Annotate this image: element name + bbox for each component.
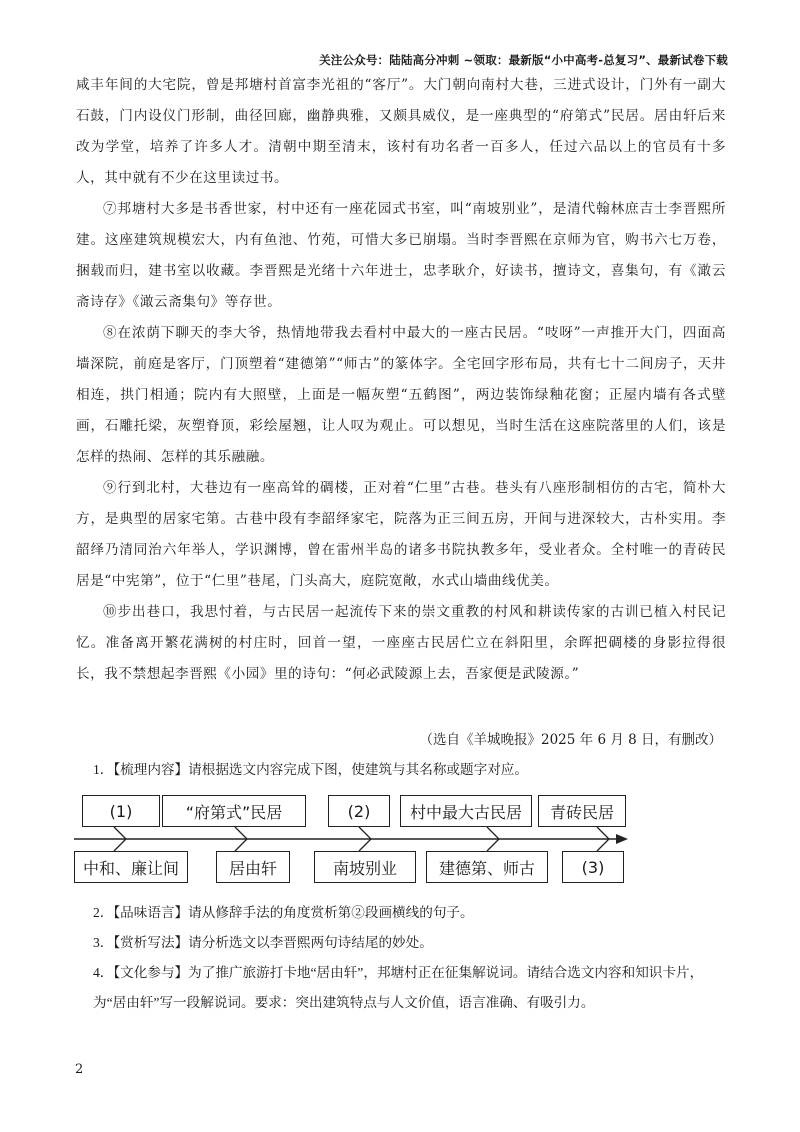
question-2: 2．【品味语言】请从修辞手法的角度赏析第②段画横线的句子。: [93, 905, 474, 920]
question-3: 3．【赏析写法】请分析选文以李晋熙两句诗结尾的妙处。: [93, 935, 433, 950]
diagram-top-box-5: 青砖民居: [538, 795, 626, 827]
paragraph-6-continuation: 咸丰年间的大宅院，曾是邦塘村首富李光祖的“客厅”。大门朝向南村大巷，三进式设计，门外有一副大石鼓，门内设仪门形制，曲径回廊，幽静典雅，又颇具威仪，是一座典型的“府第式”民居。居由轩后来改为学堂，培养了许多人才。清朝中期至清末，该村有功名者一百多人，任过六品以上的官员有十多人，其中就有不少在这里读过书。: [76, 77, 726, 186]
diagram-top-box-4: 村中最大古民居: [400, 795, 532, 827]
question-1: 1．【梳理内容】请根据选文内容完成下图，使建筑与其名称或题字对应。: [93, 762, 528, 777]
diagram-bottom-box-5: (3): [562, 851, 624, 883]
paragraph-10: ⑩步出巷口，我思忖着，与古民居一起流传下来的崇文重教的村风和耕读传家的古训已植入村民记忆。准备离开繁花满树的村庄时，回首一望，一座座古民居伫立在斜阳里，余晖把碉楼的身影拉得很长，我不禁想起李晋熙《小园》里的诗句：“何必武陵源上去，吾家便是武陵源。”: [76, 604, 726, 682]
paragraph-7: ⑦邦塘村大多是书香世家，村中还有一座花园式书室，叫“南坡别业”，是清代翰林庶吉士李晋熙所建。这座建筑规模宏大，内有鱼池、竹苑，可惜大多已崩塌。当时李晋熙在京师为官，购书六七万卷，捆载而归，建书室以收藏。李晋熙是光绪十六年进士，忠孝耿介，好读书，擅诗文，喜集句，有《澉云斋诗存》《澉云斋集句》等存世。: [76, 201, 726, 310]
diagram-bottom-box-1: 中和、廉让间: [74, 851, 188, 883]
diagram-top-box-1: (1): [82, 795, 160, 827]
article-source: （选自《羊城晚报》2025 年 6 月 8 日，有删改）: [419, 732, 722, 748]
page-number: 2: [75, 1062, 84, 1077]
diagram-bottom-box-3: 南坡别业: [314, 851, 416, 883]
article-body: [76, 70, 726, 690]
diagram-top-box-3: (2): [328, 795, 390, 827]
diagram-top-box-2: “府第式”民居: [162, 795, 306, 827]
diagram-bottom-box-2: 居由轩: [216, 851, 290, 883]
diagram-bottom-box-4: 建德第、师古: [426, 851, 548, 883]
timeline-arrowhead: [616, 834, 628, 844]
page-header-banner: 关注公众号：陆陆高分冲刺 ~领取：最新版“小中高考-总复习”、最新试卷下载: [319, 53, 728, 67]
correspondence-diagram: [72, 793, 632, 885]
paragraph-8: ⑧在浓荫下聊天的李大爷，热情地带我去看村中最大的一座古民居。“吱呀”一声推开大门，四面高墙深院，前庭是客厅，门顶塑着“建德第”“师古”的篆体字。全宅回字形布局，共有七十二间房子，天井相连，拱门相通；院内有大照壁，上面是一幅灰塑“五鹤图”，两边装饰绿釉花窗；正屋内墙有各式壁画，石雕托梁，灰塑脊顶，彩绘屋翘，让人叹为观止。可以想见，当时生活在这座院落里的人们，该是怎样的热闹、怎样的其乐融融。: [76, 325, 726, 465]
question-4: 4．【文化参与】为了推广旅游打卡地“居由轩”，邦塘村正在征集解说词。请结合选文内容和知识卡片，为“居由轩”写一段解说词。要求：突出建筑特点与人文价值，语言准确、有吸引力。: [93, 965, 704, 1010]
paragraph-9: ⑨行到北村，大巷边有一座高耸的碉楼，正对着“仁里”古巷。巷头有八座形制相仿的古宅，简朴大方，是典型的居家宅第。古巷中段有李韶绎家宅，院落为正三间五房，开间与进深较大，古朴实用。李韶绎乃清同治六年举人，学识渊博，曾在雷州半岛的诸多书院执教多年，受业者众。全村唯一的青砖民居是“中宪第”，位于“仁里”巷尾，门头高大，庭院宽敞，水式山墙曲线优美。: [76, 480, 726, 589]
